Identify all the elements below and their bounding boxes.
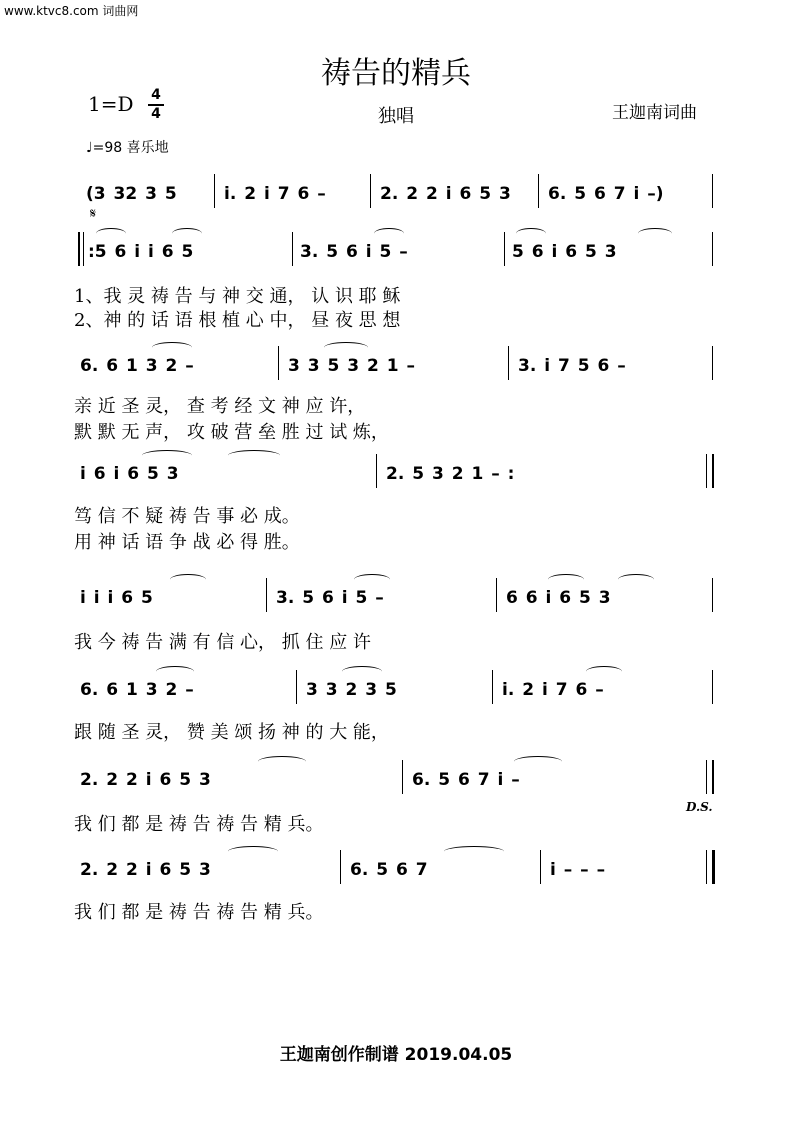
song-title: 祷告的精兵 <box>321 56 471 91</box>
measure: i. 2 i 7 6 – <box>502 680 604 700</box>
measure: 6. 6 1 3 2 – <box>80 680 194 700</box>
score-row-7 <box>78 856 718 884</box>
measure: 6 6 i 6 5 3 <box>506 588 611 608</box>
measure: 2. 2 2 i 6 5 3 <box>80 770 211 790</box>
lyric-line: 用 神 话 语 争 战 必 得 胜。 <box>74 532 300 553</box>
composer-credit: 王迦南词曲 <box>612 103 697 123</box>
measure: 2. 2 2 i 6 5 3 <box>380 184 511 204</box>
lyric-line: 2、神 的 话 语 根 植 心 中， 昼 夜 思 想 <box>74 310 401 331</box>
score-row-0 <box>78 180 718 208</box>
time-signature-bottom: 4 <box>151 106 161 122</box>
score-row-2 <box>78 352 718 380</box>
tempo-marking: ♩=98 喜乐地 <box>86 140 169 156</box>
site-watermark: www.ktvc8.com 词曲网 <box>4 4 139 18</box>
segno-sign: 𝄋 <box>90 206 97 222</box>
time-signature-top: 4 <box>151 87 161 103</box>
lyric-line: 我 们 都 是 祷 告 祷 告 精 兵。 <box>74 902 324 923</box>
measure: i – – – <box>550 860 606 880</box>
lyric-line: 默 默 无 声， 攻 破 营 垒 胜 过 试 炼， <box>74 422 389 443</box>
measure: 2. 5 3 2 1 – : <box>386 464 515 484</box>
lyric-line: 我 今 祷 告 满 有 信 心， 抓 住 应 许 <box>74 632 371 653</box>
score-row-6 <box>78 766 718 794</box>
score-row-5 <box>78 676 718 704</box>
measure: 3. i 7 5 6 – <box>518 356 626 376</box>
measure: 3 3 2 3 5 <box>306 680 397 700</box>
measure: 2. 2 2 i 6 5 3 <box>80 860 211 880</box>
measure: i 6 i 6 5 3 <box>80 464 179 484</box>
measure: 6. 5 6 7 <box>350 860 428 880</box>
measure: 3. 5 6 i 5 – <box>300 242 408 262</box>
measure: :5 6 i i 6 5 <box>88 242 194 262</box>
measure: i. 2 i 7 6 – <box>224 184 326 204</box>
measure: (3 32 3 5 <box>86 184 177 204</box>
lyric-line: 我 们 都 是 祷 告 祷 告 精 兵。 <box>74 814 324 835</box>
score-row-1 <box>78 238 718 266</box>
measure: 6. 6 1 3 2 – <box>80 356 194 376</box>
score-row-4 <box>78 584 718 612</box>
measure: 5 6 i 6 5 3 <box>512 242 617 262</box>
lyric-line: 亲 近 圣 灵， 查 考 经 文 神 应 许， <box>74 396 366 417</box>
measure: 6. 5 6 7 i – <box>412 770 520 790</box>
lyric-line: 跟 随 圣 灵， 赞 美 颂 扬 神 的 大 能， <box>74 722 389 743</box>
measure: 3 3 5 3 2 1 – <box>288 356 415 376</box>
measure: 6. 5 6 7 i –) <box>548 184 664 204</box>
key-signature: 1=D <box>88 92 134 116</box>
ds-marking: D.S. <box>686 800 713 814</box>
score-row-3 <box>78 460 718 488</box>
measure: 3. 5 6 i 5 – <box>276 588 384 608</box>
lyric-line: 笃 信 不 疑 祷 告 事 必 成。 <box>74 506 300 527</box>
measure: i i i 6 5 <box>80 588 153 608</box>
footer-credit: 王迦南创作制谱 2019.04.05 <box>279 1045 513 1065</box>
lyric-line: 1、我 灵 祷 告 与 神 交 通， 认 识 耶 稣 <box>74 286 401 307</box>
performance-type: 独唱 <box>378 106 414 127</box>
